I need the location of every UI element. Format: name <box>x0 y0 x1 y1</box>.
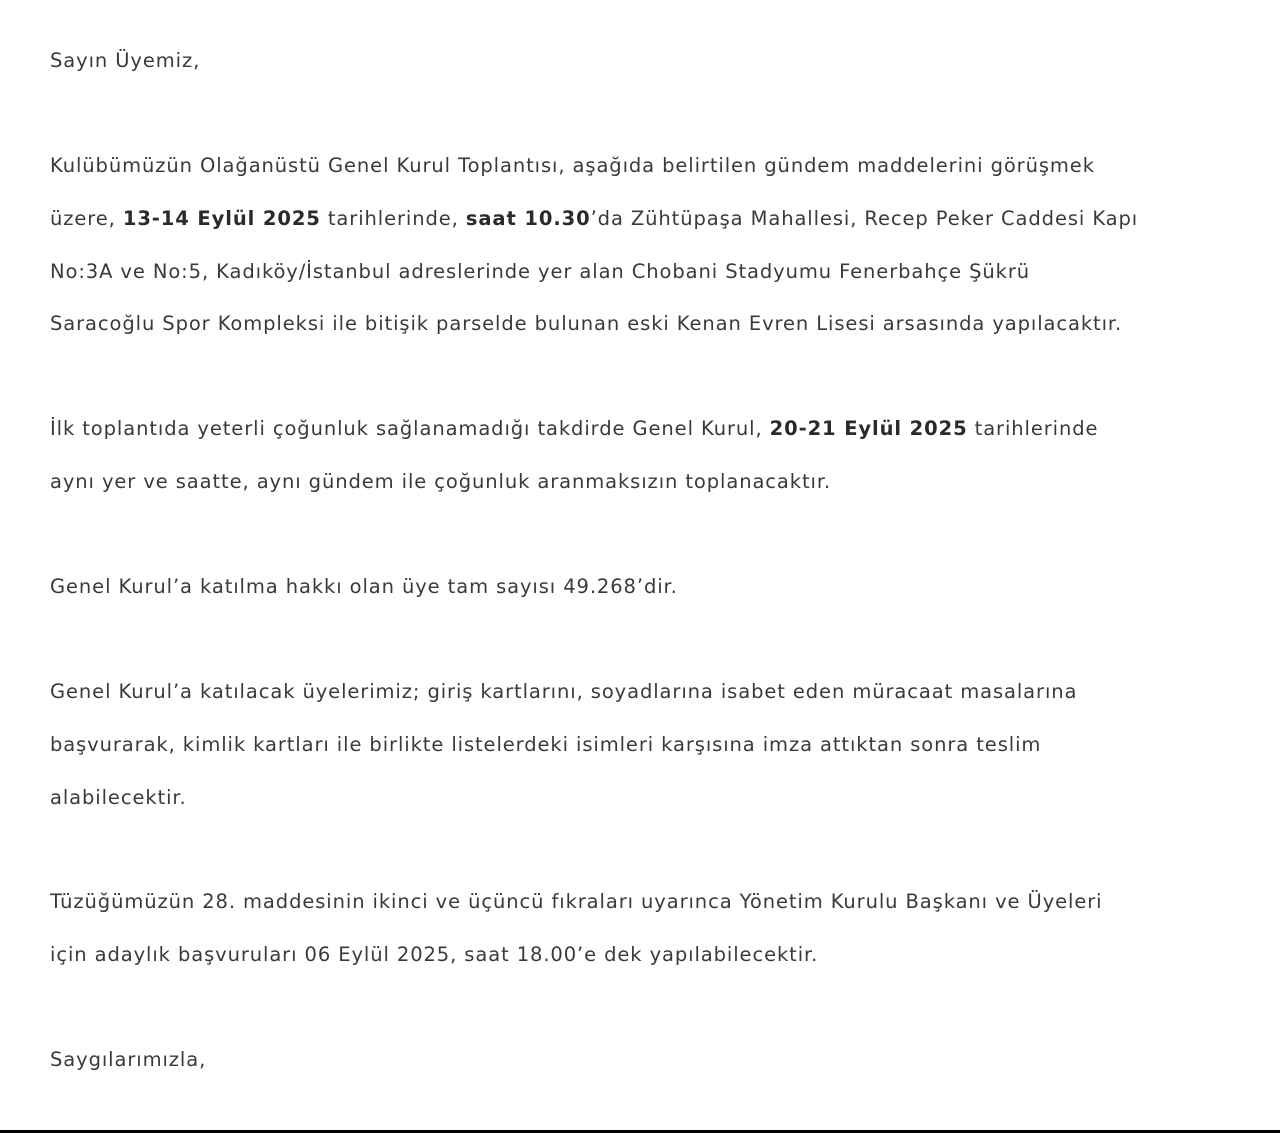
text-segment: üzere, <box>50 207 123 230</box>
paragraph-1-line-1: Kulübümüzün Olağanüstü Genel Kurul Toplantısı, aşağıda belirtilen gündem maddelerini görüşmek <box>50 154 1095 177</box>
paragraph-4-line-1: Genel Kurul’a katılacak üyelerimiz; giriş kartlarını, soyadlarına isabet eden müracaat masalarına <box>50 680 1078 703</box>
meeting-time: saat 10.30 <box>465 207 591 230</box>
closing: Saygılarımızla, <box>50 1048 207 1071</box>
paragraph-5-line-1: Tüzüğümüzün 28. maddesinin ikinci ve üçüncü fıkraları uyarınca Yönetim Kurulu Başkanı ve Üyeleri <box>50 890 1103 913</box>
meeting-dates: 13-14 Eylül 2025 <box>122 207 321 230</box>
paragraph-1-line-4: Saracoğlu Spor Kompleksi ile bitişik parselde bulunan eski Kenan Evren Lisesi arsasında yapılacaktır. <box>50 312 1123 335</box>
paragraph-4-line-2: başvurarak, kimlik kartları ile birlikte listelerdeki isimleri karşısına imza attıktan sonra teslim <box>50 733 1042 756</box>
text-segment: tarihlerinde <box>967 417 1099 440</box>
paragraph-4-line-3: alabilecektir. <box>50 786 187 809</box>
second-meeting-dates: 20-21 Eylül 2025 <box>769 417 968 440</box>
salutation: Sayın Üyemiz, <box>50 49 201 72</box>
paragraph-2-line-2: aynı yer ve saatte, aynı gündem ile çoğunluk aranmaksızın toplanacaktır. <box>50 470 832 493</box>
paragraph-1-line-3: No:3A ve No:5, Kadıköy/İstanbul adreslerinde yer alan Chobani Stadyumu Fenerbahçe Şükrü <box>50 260 1031 283</box>
paragraph-2-line-1 <box>50 416 1098 442</box>
text-segment: İlk toplantıda yeterli çoğunluk sağlanamadığı takdirde Genel Kurul, <box>50 417 770 440</box>
paragraph-5-line-2: için adaylık başvuruları 06 Eylül 2025, saat 18.00’e dek yapılabilecektir. <box>50 943 819 966</box>
paragraph-1-line-2 <box>50 206 1138 232</box>
paragraph-3-line-1: Genel Kurul’a katılma hakkı olan üye tam sayısı 49.268’dir. <box>50 575 678 598</box>
text-segment: ’da Zühtüpaşa Mahallesi, Recep Peker Caddesi Kapı <box>590 207 1139 230</box>
text-segment: tarihlerinde, <box>320 207 466 230</box>
